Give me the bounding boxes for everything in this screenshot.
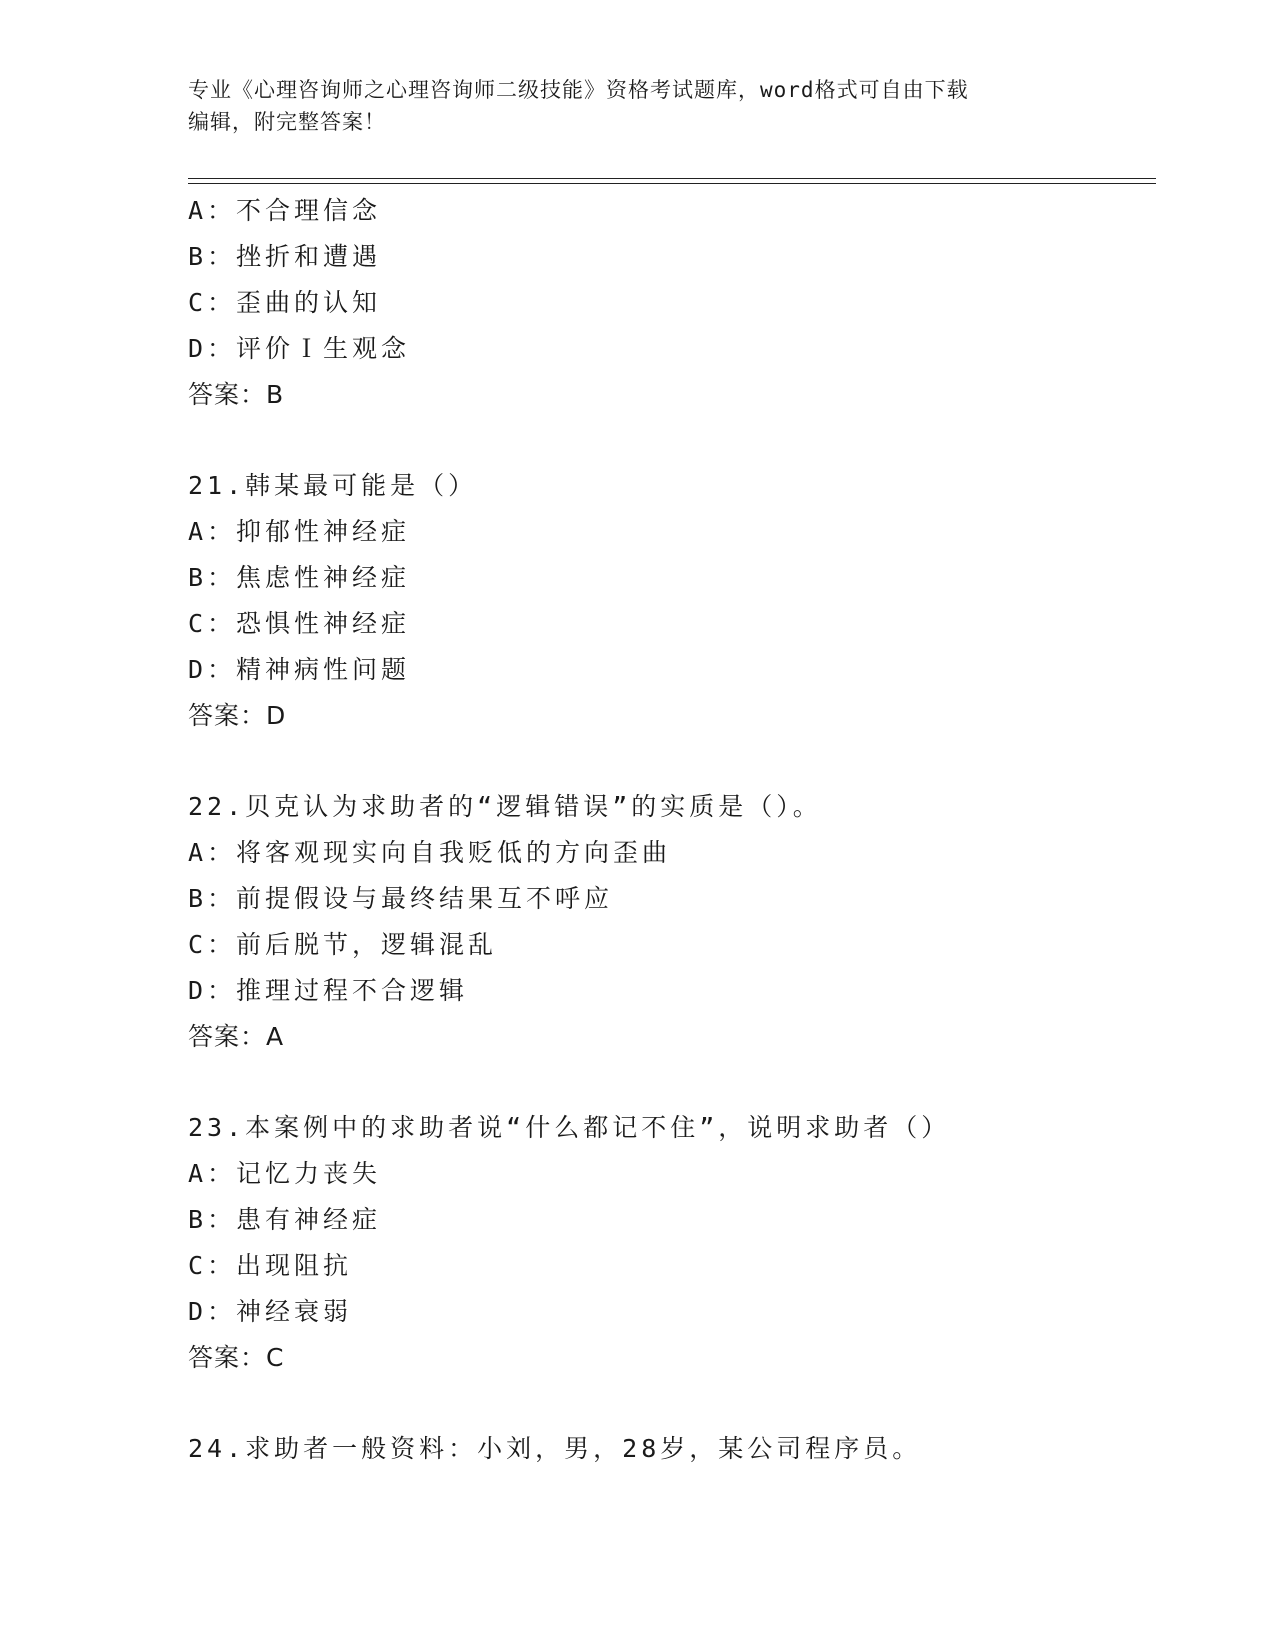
option-c: C：歪曲的认知 [188, 288, 382, 317]
option-c: C：出现阻抗 [188, 1251, 353, 1280]
question-block [188, 1105, 1156, 1381]
answer: 答案：B [188, 380, 285, 409]
question-list [188, 188, 1156, 1472]
question-block [188, 188, 1156, 418]
option-c: C：恐惧性神经症 [188, 609, 411, 638]
option-b: B：焦虑性神经症 [188, 563, 411, 592]
question-block [188, 463, 1156, 739]
option-b: B：患有神经症 [188, 1205, 382, 1234]
option-a: A：记忆力丧失 [188, 1159, 382, 1188]
option-d: D：神经衰弱 [188, 1297, 353, 1326]
option-d: D：评价Ｉ生观念 [188, 334, 411, 363]
option-b: B：挫折和遭遇 [188, 242, 382, 271]
header-divider-top [188, 178, 1156, 179]
answer: 答案：C [188, 1343, 285, 1372]
option-a: A：不合理信念 [188, 196, 382, 225]
header-line-1: 专业《心理咨询师之心理咨询师二级技能》资格考试题库，word格式可自由下载 [188, 78, 969, 102]
question-stem: 24.求助者一般资料：小刘，男，28岁，某公司程序员。 [188, 1434, 922, 1463]
option-d: D：推理过程不合逻辑 [188, 976, 469, 1005]
option-b: B：前提假设与最终结果互不呼应 [188, 884, 614, 913]
page-header [188, 74, 1088, 138]
option-a: A：将客观现实向自我贬低的方向歪曲 [188, 838, 672, 867]
option-a: A：抑郁性神经症 [188, 517, 411, 546]
answer: 答案：D [188, 701, 287, 730]
answer: 答案：A [188, 1022, 285, 1051]
question-stem: 22.贝克认为求助者的“逻辑错误”的实质是（）。 [188, 792, 822, 821]
option-c: C：前后脱节，逻辑混乱 [188, 930, 498, 959]
question-block [188, 1426, 1156, 1472]
question-stem: 23.本案例中的求助者说“什么都记不住”，说明求助者（） [188, 1113, 951, 1142]
header-divider-bottom [188, 183, 1156, 184]
header-line-2: 编辑，附完整答案！ [188, 110, 386, 134]
question-stem: 21.韩某最可能是（） [188, 471, 478, 500]
option-d: D：精神病性问题 [188, 655, 411, 684]
question-block [188, 784, 1156, 1060]
